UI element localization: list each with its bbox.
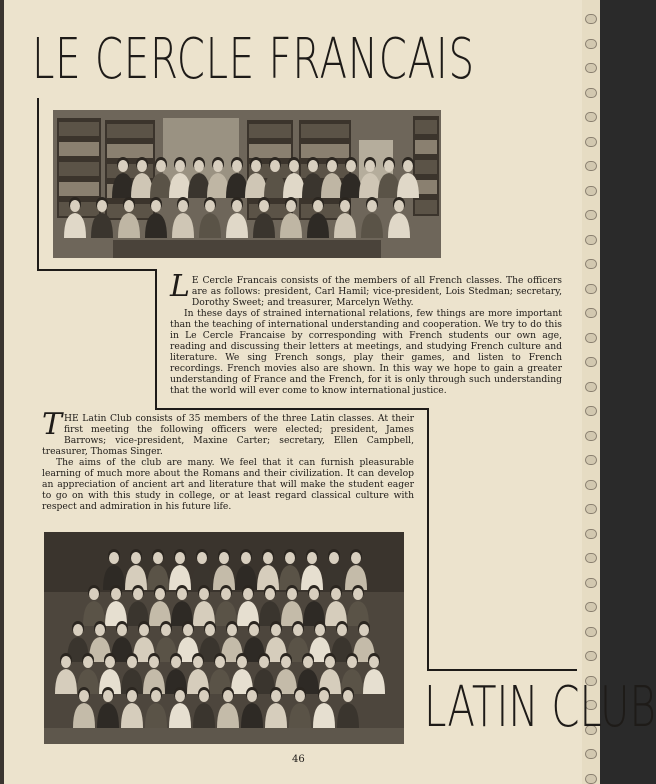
french-club-para1 [170,269,562,308]
binding-ring [585,455,597,465]
binding-ring [585,137,597,147]
binding-ring [585,382,597,392]
binding-ring [585,308,597,318]
binding-ring [585,14,597,24]
binding-ring [585,88,597,98]
french-club-photo [53,110,441,258]
binding-ring [585,627,597,637]
binding-ring [585,357,597,367]
binding-ring [585,651,597,661]
french-club-para2 [170,308,562,396]
binding-ring [585,749,597,759]
latin-para1-text: HE Latin Club consists of 35 members of the three Latin classes. At their first meeting the following officers were elected; president, James Barrows; vice-president, Maxine Carter; secretary, Ellen Campbell, treasurer, Thomas Singer. [42,413,414,457]
latin-club-para1 [42,407,414,457]
binding-ring [585,161,597,171]
latin-rule-bottom [427,669,577,671]
latin-rule-vertical [427,408,429,670]
french-rule-left [37,98,39,270]
binding-ring [585,406,597,416]
french-rule-bottom [37,269,155,271]
binding-ring [585,553,597,563]
latin-club-para2 [42,457,414,512]
binding-ring [585,578,597,588]
latin-dropcap: T [42,407,63,442]
french-club-title: LE CERCLE FRANCAIS [32,27,475,92]
binding-ring [585,504,597,514]
french-rule-right [155,269,157,409]
french-para1-text: E Cercle Francais consists of the members of all French classes. The officers are as follows: president, Carl Hamil; vice-president, Lois Stedman; secretary, Dorothy Sweet; and treasurer, Marcelyn Wethy. [191,275,562,308]
french-rule-under [155,408,427,410]
binding-ring [585,235,597,245]
binding-ring [585,284,597,294]
french-dropcap: L [170,269,190,304]
binding-ring [585,333,597,343]
binding-ring [585,210,597,220]
binding-ring [585,602,597,612]
binding-ring [585,39,597,49]
page-number: 46 [292,754,305,765]
binding-ring [585,186,597,196]
french-para2-text: In these days of strained international relations, few things are more important than the teaching of international understanding and cooperation. We try to do this in Le Cercle Francaise by corresponding with French students our own age, reading and discussing their letters at meetings, and studying French culture and literature. We sing French songs, play their games, and listen to French recordings. French movies also are shown. In this way we hope to gain a greater understanding of France and the French, for it is only through such understanding that the world will ever come to know international justice. [170,308,562,396]
binding-ring [585,112,597,122]
binding-ring [585,529,597,539]
latin-club-photo [44,532,404,744]
page-edge-shadow [0,0,4,784]
spiral-binding [582,0,600,784]
binding-ring [585,480,597,490]
binding-ring [585,259,597,269]
binding-ring [585,431,597,441]
french-club-description [170,269,562,396]
latin-club-title: LATIN CLUB [424,675,656,740]
latin-para2-text: The aims of the club are many. We feel that it can furnish pleasurable learning of much more about the Romans and their civilization. It can develop an appreciation of ancient art and literature that will make the student eager to go on with this study in college, or at least regard classical culture with respect and admiration in his future life. [42,457,414,512]
binding-ring [585,63,597,73]
latin-club-description [42,407,414,512]
binding-ring [585,774,597,784]
